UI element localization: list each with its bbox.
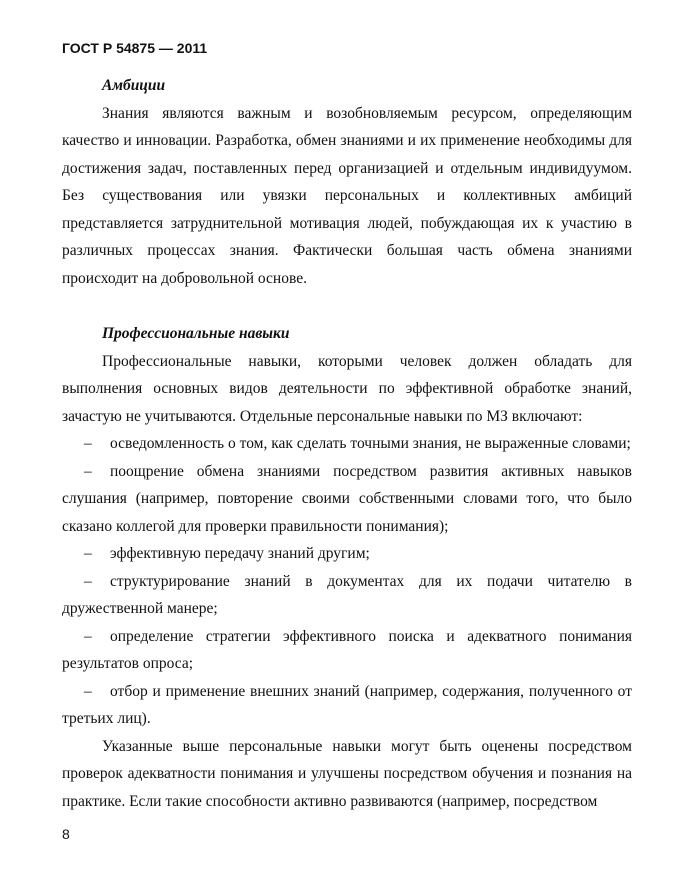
dash-marker: – — [84, 572, 92, 590]
page-content — [62, 72, 632, 815]
section-spacer — [62, 292, 632, 320]
list-item-text: отбор и применение внешних знаний (например, содержания, полученного от третьих лиц). — [62, 682, 632, 727]
dash-marker: – — [84, 462, 92, 480]
list-item-text: осведомленность о том, как сделать точными знания, не выраженные словами; — [110, 435, 631, 452]
list-item-text: структурирование знаний в документах для их подачи читателю в дружественной манере; — [62, 572, 632, 617]
list-item — [62, 623, 632, 678]
list-item — [62, 678, 632, 733]
list-item-text: определение стратегии эффективного поиска и адекватного понимания результатов опроса; — [62, 627, 632, 672]
list-item — [62, 540, 632, 568]
list-item-text: поощрение обмена знаниями посредством развития активных навыков слушания (например, повторение своими собственными словами того, что было сказано коллегой для проверки правильности понимания); — [62, 462, 632, 535]
list-item — [62, 568, 632, 623]
list-item — [62, 430, 632, 458]
section-heading-ambitions: Амбиции — [102, 77, 166, 94]
dash-marker: – — [84, 435, 92, 452]
ambitions-paragraph: Знания являются важным и возобновляемым ресурсом, определяющим качество и инновации. Разработка, обмен знаниями и их применение необходимы для достижения задач, поставленных перед организацией и отдельным индивидуумом. Без существования или увязки персональных и коллективных амбиций представляется затруднительной мотивация людей, побуждающая их к участию в различных процессах знания. Фактически большая часть обмена знаниями происходит на добровольной основе. — [62, 104, 632, 287]
list-item — [62, 458, 632, 541]
skills-closing-paragraph: Указанные выше персональные навыки могут быть оценены посредством проверок адекватности понимания и улучшены посредством обучения и познания на практике. Если такие способности активно развиваются (например, посредством — [62, 737, 632, 810]
dash-marker: – — [84, 682, 92, 700]
list-item-text: эффективную передачу знаний другим; — [110, 545, 370, 562]
skills-intro-paragraph: Профессиональные навыки, которыми человек должен обладать для выполнения основных видов деятельности по эффективной обработке знаний, зачастую не учитываются. Отдельные персональные навыки по МЗ включают: — [62, 352, 632, 425]
section-heading-skills: Профессиональные навыки — [102, 325, 290, 342]
dash-marker: – — [84, 627, 92, 645]
page-number: 8 — [62, 826, 70, 842]
document-header: ГОСТ Р 54875 — 2011 — [62, 40, 208, 56]
dash-marker: – — [84, 545, 92, 562]
